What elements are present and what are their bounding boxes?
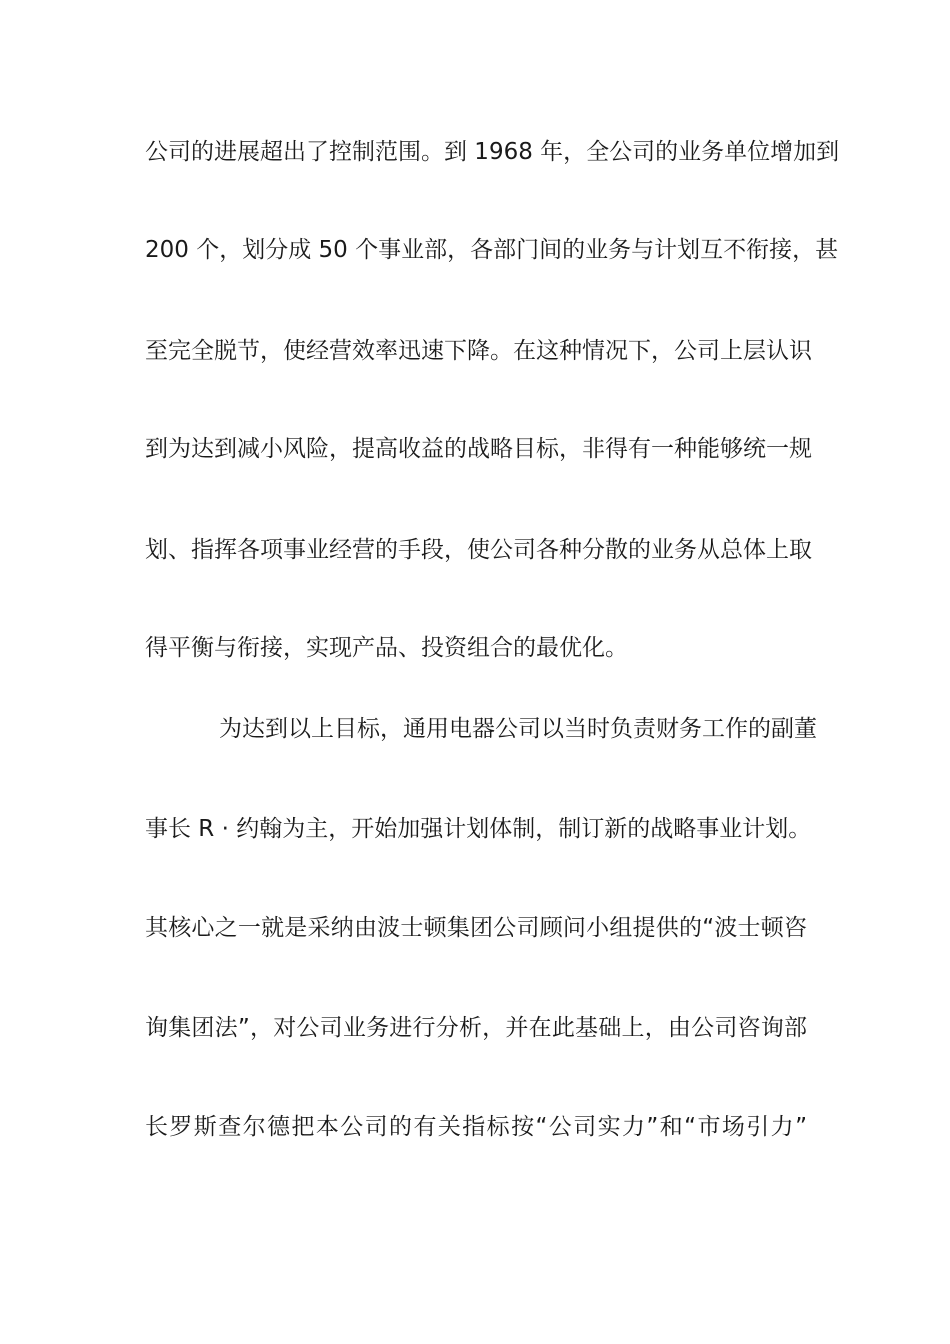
paragraph-start-line: 为达到以上目标，通用电器公司以当时负责财务工作的副董	[219, 716, 817, 742]
text-line: 划、指挥各项事业经营的手段，使公司各种分散的业务从总体上取	[145, 537, 812, 563]
text-line: 200 个，划分成 50 个事业部，各部门间的业务与计划互不衔接，甚	[145, 237, 839, 263]
text-line: 其核心之一就是采纳由波士顿集团公司顾问小组提供的“波士顿咨	[145, 915, 807, 941]
text-line: 询集团法”，对公司业务进行分析，并在此基础上，由公司咨询部	[145, 1015, 807, 1041]
paragraph-end-line: 得平衡与衔接，实现产品、投资组合的最优化。	[145, 635, 628, 661]
text-line: 至完全脱节，使经营效率迅速下降。在这种情况下，公司上层认识	[145, 338, 812, 364]
text-line: 事长 R · 约翰为主，开始加强计划体制，制订新的战略事业计划。	[145, 816, 812, 842]
text-line: 长罗斯查尔德把本公司的有关指标按“公司实力”和“市场引力”	[145, 1114, 807, 1140]
text-line: 公司的进展超出了控制范围。到 1968 年，全公司的业务单位增加到	[145, 139, 840, 165]
text-line: 到为达到减小风险，提高收益的战略目标，非得有一种能够统一规	[145, 436, 812, 462]
